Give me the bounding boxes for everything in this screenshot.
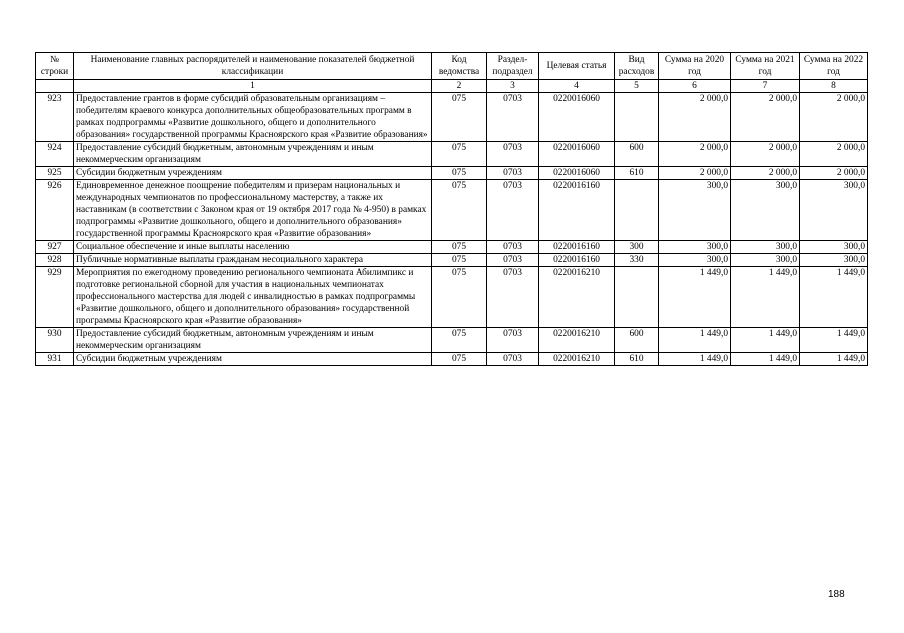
row-name: Социальное обеспечение и иные выплаты населению	[74, 241, 432, 254]
table-row	[36, 353, 868, 366]
row-sum-2020: 2 000,0	[659, 167, 731, 180]
row-number: 930	[36, 328, 74, 353]
row-expense-type: 610	[615, 167, 659, 180]
row-number: 928	[36, 254, 74, 267]
row-sum-2022: 300,0	[800, 180, 868, 241]
row-expense-type	[615, 93, 659, 142]
colnum-2: 2	[432, 80, 487, 93]
header-department-code: Код ведомства	[432, 53, 487, 80]
row-name: Предоставление субсидий бюджетным, автономным учреждениям и иным некоммерческим организациям	[74, 142, 432, 167]
colnum-5: 5	[615, 80, 659, 93]
row-sum-2022: 2 000,0	[800, 167, 868, 180]
row-expense-type	[615, 267, 659, 328]
header-row	[36, 53, 868, 80]
column-numbers-row	[36, 80, 868, 93]
row-sum-2020: 1 449,0	[659, 353, 731, 366]
row-expense-type: 610	[615, 353, 659, 366]
row-sum-2022: 300,0	[800, 254, 868, 267]
row-sum-2021: 1 449,0	[731, 353, 800, 366]
row-department-code: 075	[432, 167, 487, 180]
row-sum-2021: 1 449,0	[731, 267, 800, 328]
row-target-article: 0220016210	[539, 353, 615, 366]
row-sum-2021: 1 449,0	[731, 328, 800, 353]
row-name: Предоставление субсидий бюджетным, автономным учреждениям и иным некоммерческим организациям	[74, 328, 432, 353]
header-section: Раздел-подраздел	[487, 53, 539, 80]
row-department-code: 075	[432, 180, 487, 241]
colnum-8: 8	[800, 80, 868, 93]
header-row-number: № строки	[36, 53, 74, 80]
row-department-code: 075	[432, 142, 487, 167]
row-sum-2021: 300,0	[731, 180, 800, 241]
header-target-article: Целевая статья	[539, 53, 615, 80]
row-number: 931	[36, 353, 74, 366]
row-sum-2021: 2 000,0	[731, 142, 800, 167]
row-number: 924	[36, 142, 74, 167]
row-sum-2022: 2 000,0	[800, 93, 868, 142]
colnum-3: 3	[487, 80, 539, 93]
colnum-6: 6	[659, 80, 731, 93]
colnum-0	[36, 80, 74, 93]
table-row	[36, 167, 868, 180]
row-expense-type: 600	[615, 142, 659, 167]
row-sum-2021: 2 000,0	[731, 93, 800, 142]
row-expense-type: 600	[615, 328, 659, 353]
row-name: Субсидии бюджетным учреждениям	[74, 353, 432, 366]
table-row	[36, 328, 868, 353]
row-target-article: 0220016060	[539, 167, 615, 180]
row-sum-2021: 300,0	[731, 254, 800, 267]
row-section: 0703	[487, 180, 539, 241]
row-sum-2020: 300,0	[659, 254, 731, 267]
colnum-7: 7	[731, 80, 800, 93]
row-department-code: 075	[432, 328, 487, 353]
row-number: 927	[36, 241, 74, 254]
table-row	[36, 241, 868, 254]
row-sum-2020: 2 000,0	[659, 142, 731, 167]
table-row	[36, 142, 868, 167]
header-sum-2021: Сумма на 2021 год	[731, 53, 800, 80]
row-expense-type: 330	[615, 254, 659, 267]
row-name: Субсидии бюджетным учреждениям	[74, 167, 432, 180]
row-sum-2022: 1 449,0	[800, 328, 868, 353]
row-sum-2020: 300,0	[659, 241, 731, 254]
header-expense-type: Вид расходов	[615, 53, 659, 80]
row-sum-2020: 1 449,0	[659, 267, 731, 328]
budget-table	[35, 52, 868, 366]
colnum-1: 1	[74, 80, 432, 93]
row-section: 0703	[487, 267, 539, 328]
row-department-code: 075	[432, 254, 487, 267]
table-row	[36, 267, 868, 328]
row-section: 0703	[487, 353, 539, 366]
row-target-article: 0220016160	[539, 254, 615, 267]
row-sum-2022: 2 000,0	[800, 142, 868, 167]
header-name: Наименование главных распорядителей и наименование показателей бюджетной классификации	[74, 53, 432, 80]
row-target-article: 0220016160	[539, 241, 615, 254]
row-section: 0703	[487, 93, 539, 142]
row-target-article: 0220016210	[539, 328, 615, 353]
row-number: 923	[36, 93, 74, 142]
row-sum-2022: 1 449,0	[800, 267, 868, 328]
colnum-4: 4	[539, 80, 615, 93]
row-department-code: 075	[432, 353, 487, 366]
row-target-article: 0220016060	[539, 93, 615, 142]
row-number: 925	[36, 167, 74, 180]
page-number: 188	[828, 589, 845, 600]
row-department-code: 075	[432, 93, 487, 142]
row-sum-2022: 300,0	[800, 241, 868, 254]
table-row	[36, 180, 868, 241]
header-sum-2020: Сумма на 2020 год	[659, 53, 731, 80]
row-expense-type: 300	[615, 241, 659, 254]
row-number: 929	[36, 267, 74, 328]
row-department-code: 075	[432, 267, 487, 328]
row-name: Единовременное денежное поощрение победителям и призерам национальных и международных чемпионатов по профессиональному мастерству, а также их наставникам (в соответствии с Законом края от 19 октября 2017 года № 4-950) в рамках подпрограммы «Развитие дошкольного, общего и дополнительного образования» государственной программы Красноярского края «Развитие образования»	[74, 180, 432, 241]
row-section: 0703	[487, 241, 539, 254]
row-sum-2020: 2 000,0	[659, 93, 731, 142]
row-sum-2020: 300,0	[659, 180, 731, 241]
row-sum-2021: 300,0	[731, 241, 800, 254]
header-sum-2022: Сумма на 2022 год	[800, 53, 868, 80]
row-sum-2022: 1 449,0	[800, 353, 868, 366]
row-target-article: 0220016210	[539, 267, 615, 328]
row-name: Публичные нормативные выплаты гражданам несоциального характера	[74, 254, 432, 267]
row-section: 0703	[487, 167, 539, 180]
row-name: Предоставление грантов в форме субсидий образовательным организациям – победителям краевого конкурса дополнительных общеобразовательных программ в рамках подпрограммы «Развитие дошкольного, общего и дополнительного образования» государственной программы Красноярского края «Развитие образования»	[74, 93, 432, 142]
row-expense-type	[615, 180, 659, 241]
row-name: Мероприятия по ежегодному проведению регионального чемпионата Абилимпикс и подготовке региональной сборной для участия в национальных чемпионатах профессионального мастерства для людей с инвалидностью в рамках подпрограммы «Развитие дошкольного, общего и дополнительного образования» государственной программы Красноярского края «Развитие образования»	[74, 267, 432, 328]
row-number: 926	[36, 180, 74, 241]
row-department-code: 075	[432, 241, 487, 254]
row-section: 0703	[487, 328, 539, 353]
row-sum-2020: 1 449,0	[659, 328, 731, 353]
row-section: 0703	[487, 142, 539, 167]
table-row	[36, 93, 868, 142]
row-section: 0703	[487, 254, 539, 267]
row-sum-2021: 2 000,0	[731, 167, 800, 180]
row-target-article: 0220016060	[539, 142, 615, 167]
table-row	[36, 254, 868, 267]
row-target-article: 0220016160	[539, 180, 615, 241]
